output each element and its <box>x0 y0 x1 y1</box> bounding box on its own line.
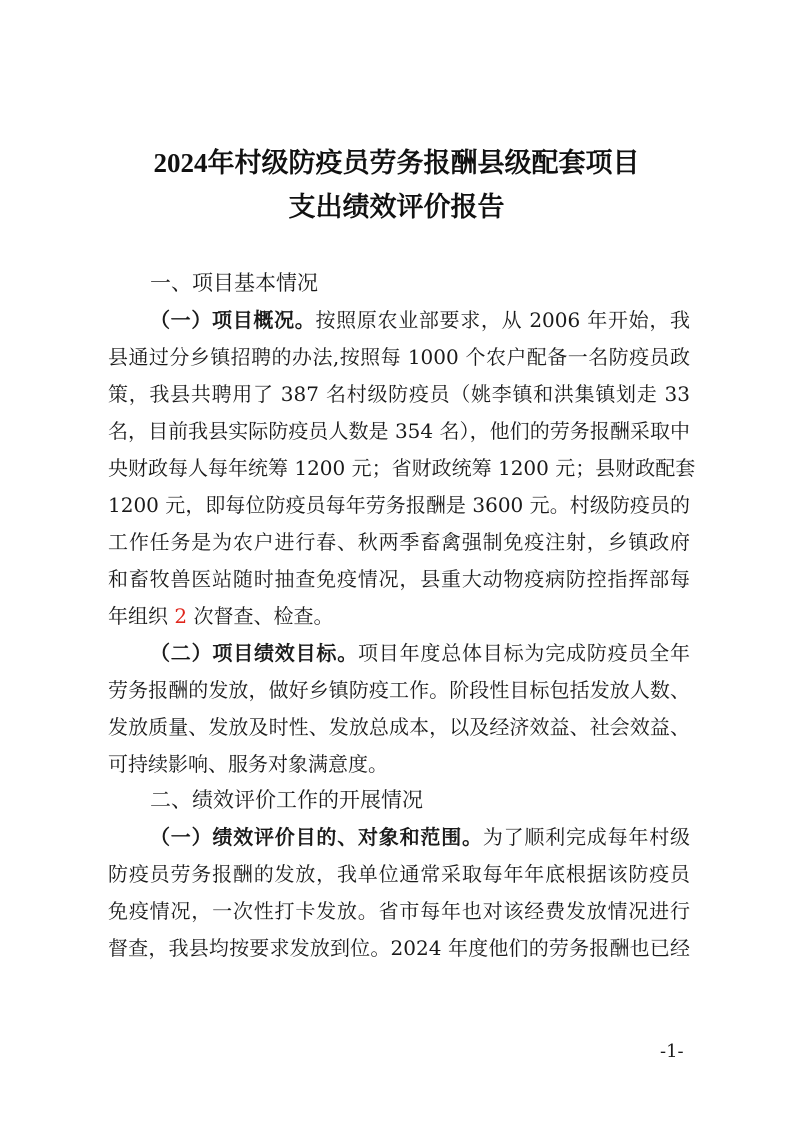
paragraph-line: 名，目前我县实际防疫员人数是 354 名），他们的劳务报酬采取中 <box>108 419 690 443</box>
paragraph-line: 1200 元，即每位防疫员每年劳务报酬是 3600 元。村级防疫员的 <box>108 493 690 517</box>
line-text: 按照原农业部要求，从 2006 年开始，我 <box>315 308 690 332</box>
paragraph-line: 可持续影响、服务对象满意度。 <box>108 752 388 776</box>
paragraph-line <box>150 822 690 852</box>
paragraph-line <box>108 601 690 631</box>
paragraph-line: 劳务报酬的发放，做好乡镇防疫工作。阶段性目标包括发放人数、 <box>108 678 690 702</box>
paragraph-line: 免疫情况，一次性打卡发放。省市每年也对该经费发放情况进行 <box>108 899 690 923</box>
paragraph-line: 央财政每人每年统筹 1200 元；省财政统筹 1200 元；县财政配套 <box>108 456 696 480</box>
paragraph-line: 县通过分乡镇招聘的办法,按照每 1000 个农户配备一名防疫员政 <box>108 345 690 369</box>
paragraph-line <box>150 638 690 668</box>
line-text: 为了顺利完成每年村级 <box>482 825 691 849</box>
document-title-line-1: 2024年村级防疫员劳务报酬县级配套项目 <box>153 148 640 178</box>
paragraph-line <box>150 305 690 335</box>
highlighted-number: 2 <box>174 604 188 628</box>
paragraph-lead: （一）项目概况。 <box>150 308 316 332</box>
paragraph-line: 防疫员劳务报酬的发放，我单位通常采取每年年底根据该防疫员 <box>108 862 690 886</box>
paragraph-lead: （二）项目绩效目标。 <box>150 641 358 665</box>
line-text: 次督查、检查。 <box>187 604 334 628</box>
paragraph-line: 督查，我县均按要求发放到位。2024 年度他们的劳务报酬也已经 <box>108 936 690 960</box>
section-heading-2: 二、绩效评价工作的开展情况 <box>150 788 423 812</box>
paragraph-lead: （一）绩效评价目的、对象和范围。 <box>150 825 483 849</box>
paragraph-line: 和畜牧兽医站随时抽查免疫情况，县重大动物疫病防控指挥部每 <box>108 567 690 591</box>
section-heading-1: 一、项目基本情况 <box>150 271 318 295</box>
paragraph-line: 策，我县共聘用了 387 名村级防疫员（姚李镇和洪集镇划走 33 <box>108 382 690 406</box>
page-number: -1- <box>660 1041 684 1062</box>
document-title-line-2: 支出绩效评价报告 <box>288 192 505 222</box>
paragraph-line: 发放质量、发放及时性、发放总成本，以及经济效益、社会效益、 <box>108 715 690 739</box>
line-text: 年组织 <box>108 604 175 628</box>
line-text: 项目年度总体目标为完成防疫员全年 <box>358 641 690 665</box>
paragraph-line: 工作任务是为农户进行春、秋两季畜禽强制免疫注射，乡镇政府 <box>108 530 690 554</box>
